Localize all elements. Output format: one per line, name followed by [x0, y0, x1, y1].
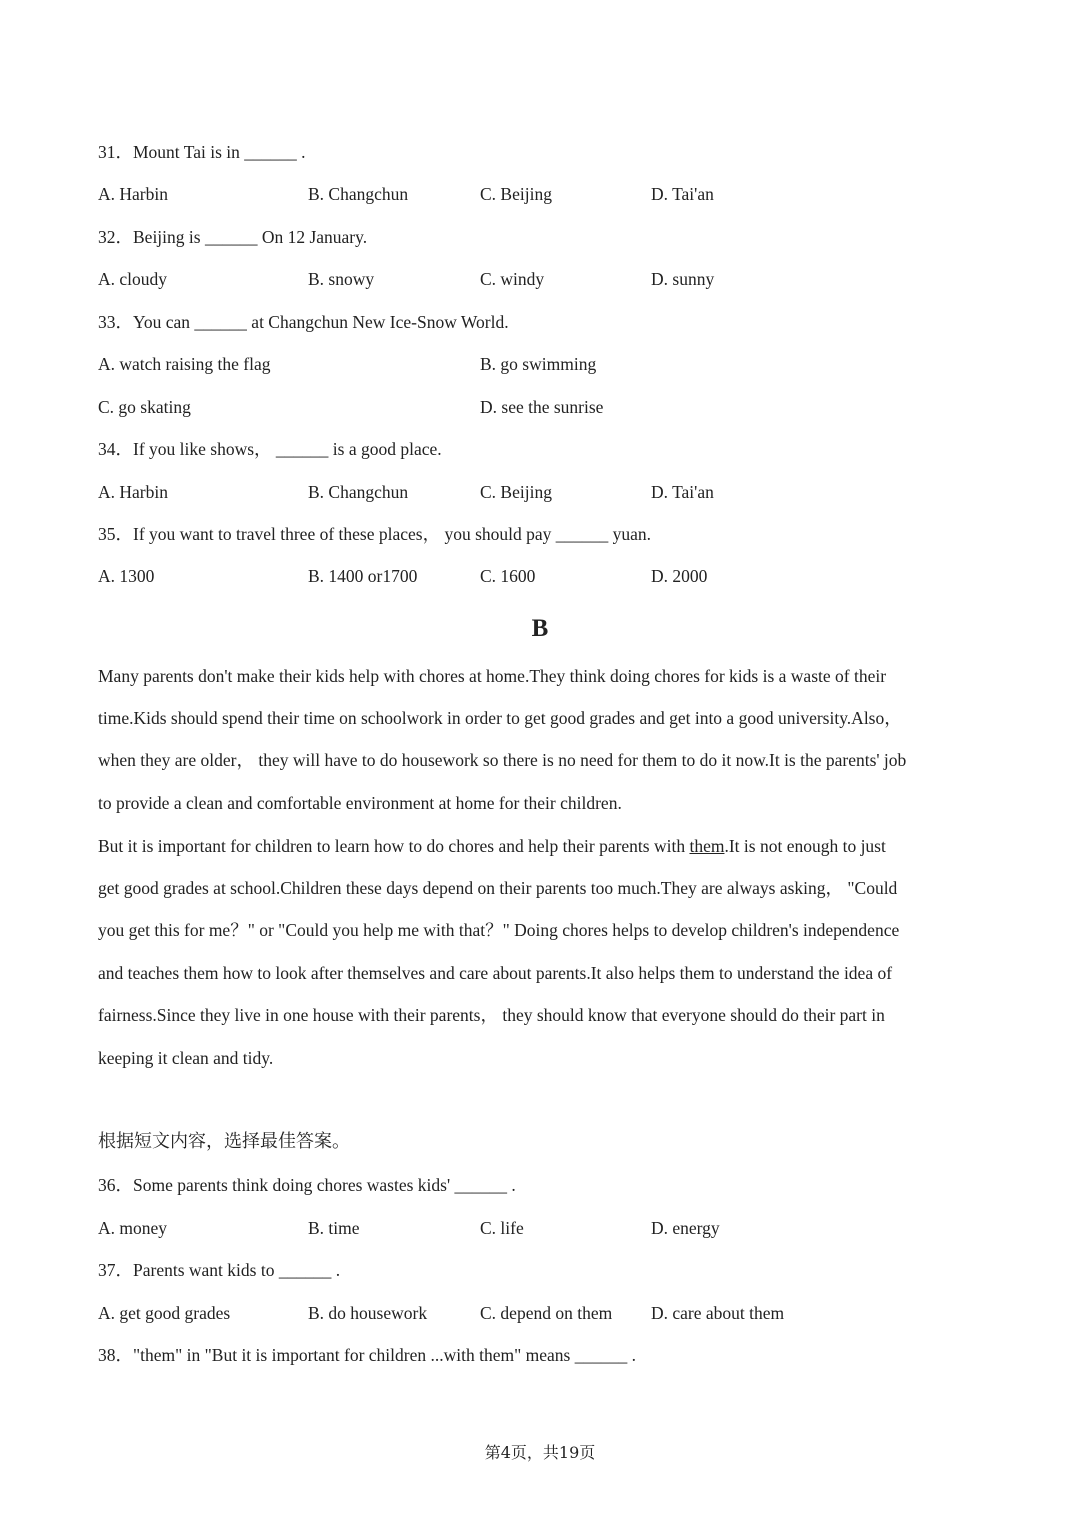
passage-line: time.Kids should spend their time on schoolwork in order to get good grades and get into a good university.Also，	[98, 708, 902, 728]
q31-option-c[interactable]: C. Beijing	[480, 184, 552, 204]
question-36-stem: 36．Some parents think doing chores wastes kids' ______ .	[98, 1175, 516, 1195]
passage-line: keeping it clean and tidy.	[98, 1048, 274, 1068]
passage-text: .It is not enough to just	[724, 836, 886, 856]
q31-option-a[interactable]: A. Harbin	[98, 184, 168, 204]
q35-option-c[interactable]: C. 1600	[480, 566, 536, 586]
underlined-word: them	[689, 836, 725, 856]
q33-option-a[interactable]: A. watch raising the flag	[98, 354, 271, 374]
q34-option-a[interactable]: A. Harbin	[98, 482, 168, 502]
question-35-stem: 35．If you want to travel three of these places， you should pay ______ yuan.	[98, 524, 652, 544]
q34-option-d[interactable]: D. Tai'an	[651, 482, 714, 502]
q32-option-d[interactable]: D. sunny	[651, 269, 715, 289]
passage-line: when they are older， they will have to do housework so there is no need for them to do it now.It is the parents' job	[98, 750, 907, 770]
q31-option-b[interactable]: B. Changchun	[308, 184, 409, 204]
q34-option-b[interactable]: B. Changchun	[308, 482, 409, 502]
q36-option-b[interactable]: B. time	[308, 1218, 360, 1238]
q37-option-d[interactable]: D. care about them	[651, 1303, 785, 1323]
question-37-stem: 37．Parents want kids to ______ .	[98, 1260, 341, 1280]
question-31-stem: 31．Mount Tai is in ______ .	[98, 142, 306, 162]
question-32-stem: 32．Beijing is ______ On 12 January.	[98, 227, 368, 247]
q32-option-b[interactable]: B. snowy	[308, 269, 375, 289]
passage-line	[98, 838, 886, 856]
q33-option-c[interactable]: C. go skating	[98, 397, 191, 417]
passage-line: fairness.Since they live in one house with their parents， they should know that everyone should do their part in	[98, 1005, 885, 1025]
q36-option-a[interactable]: A. money	[98, 1218, 168, 1238]
page-footer: 第4页，共19页	[484, 1443, 596, 1462]
passage-line: get good grades at school.Children these days depend on their parents too much.They are always asking， "Could	[98, 878, 898, 898]
passage-line: and teaches them how to look after themselves and care about parents.It also helps them to understand the idea of	[98, 963, 893, 983]
q36-option-d[interactable]: D. energy	[651, 1218, 720, 1238]
passage-line: Many parents don't make their kids help with chores at home.They think doing chores for kids is a waste of their	[98, 666, 887, 686]
section-title: B	[531, 615, 549, 642]
question-33-stem: 33．You can ______ at Changchun New Ice-Snow World.	[98, 312, 509, 332]
q32-option-a[interactable]: A. cloudy	[98, 269, 168, 289]
q37-option-a[interactable]: A. get good grades	[98, 1303, 231, 1323]
q33-option-b[interactable]: B. go swimming	[480, 354, 597, 374]
instruction-text: 根据短文内容，选择最佳答案。	[98, 1131, 350, 1152]
q35-option-d[interactable]: D. 2000	[651, 566, 708, 586]
q37-option-c[interactable]: C. depend on them	[480, 1303, 613, 1323]
q36-option-c[interactable]: C. life	[480, 1218, 524, 1238]
q32-option-c[interactable]: C. windy	[480, 269, 545, 289]
q33-option-d[interactable]: D. see the sunrise	[480, 397, 604, 417]
question-38-stem: 38．"them" in "But it is important for children ...with them" means ______ .	[98, 1345, 636, 1365]
q35-option-b[interactable]: B. 1400 or1700	[308, 566, 418, 586]
passage-line: to provide a clean and comfortable environment at home for their children.	[98, 793, 622, 813]
passage-line: you get this for me？" or "Could you help me with that？" Doing chores helps to develop children's independence	[98, 920, 900, 940]
q34-option-c[interactable]: C. Beijing	[480, 482, 552, 502]
passage-text: But it is important for children to learn how to do chores and help their parents with	[98, 836, 690, 856]
question-34-stem: 34．If you like shows， ______ is a good place.	[98, 439, 442, 459]
q37-option-b[interactable]: B. do housework	[308, 1303, 428, 1323]
q31-option-d[interactable]: D. Tai'an	[651, 184, 714, 204]
q35-option-a[interactable]: A. 1300	[98, 566, 155, 586]
